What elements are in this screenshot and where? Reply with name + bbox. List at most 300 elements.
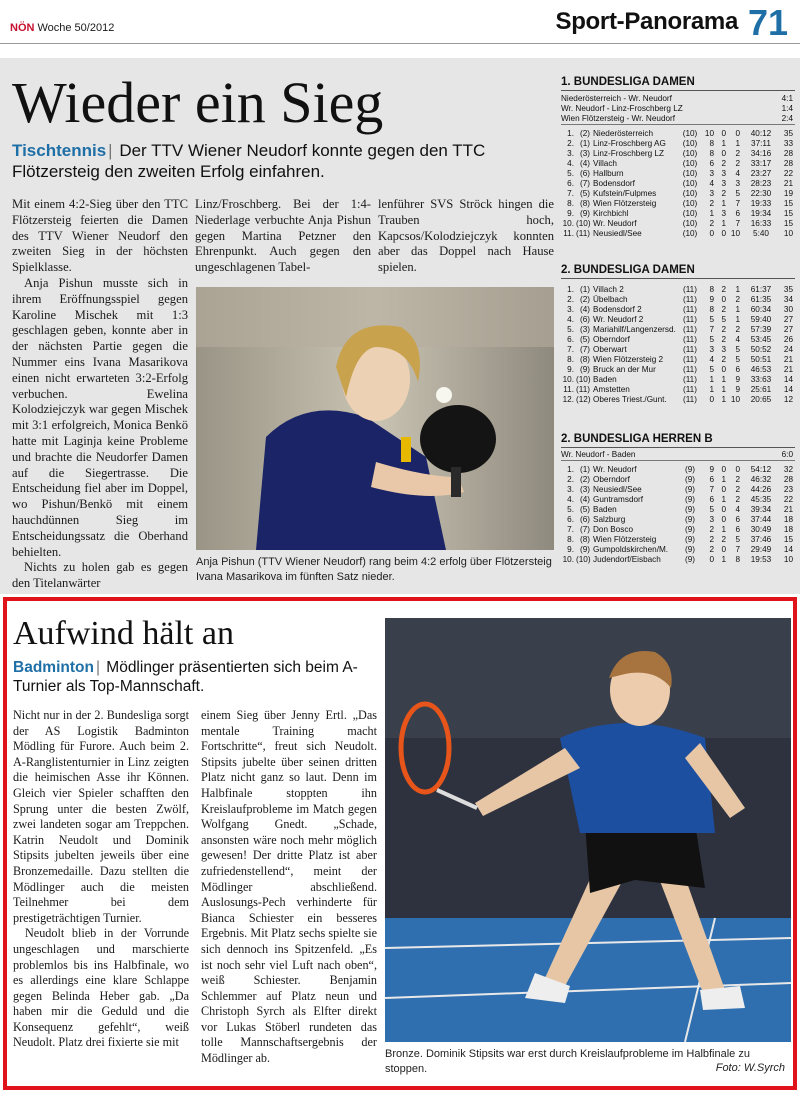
- draws: 0: [721, 365, 726, 374]
- paragraph: Nichts zu holen gab es gegen den Titelanwärter: [12, 560, 188, 591]
- team-name: Wien Flötzersteig: [593, 535, 657, 544]
- points: 26: [783, 335, 793, 344]
- draws: 0: [721, 515, 726, 524]
- wins: 5: [709, 335, 714, 344]
- league-title: 1. BUNDESLIGA DAMEN: [561, 76, 795, 91]
- article-deck: [12, 140, 552, 182]
- team-name: Mariahilf/Langenzersd.: [593, 325, 676, 334]
- previous-rank: (7): [579, 525, 590, 534]
- points: 22: [783, 495, 793, 504]
- rank: 4.: [567, 159, 574, 168]
- standings-row: [561, 229, 795, 239]
- games-played: (9): [684, 465, 695, 474]
- rank: 7.: [567, 189, 574, 198]
- losses: 5: [735, 535, 740, 544]
- photo-credit: Foto: W.Syrch: [715, 1062, 785, 1074]
- losses: 2: [735, 485, 740, 494]
- standings-row: [561, 335, 795, 345]
- games-played: (11): [683, 325, 697, 334]
- team-name: Villach: [593, 159, 617, 168]
- result-row: Niederösterreich - Wr. Neudorf 4:1: [561, 94, 793, 103]
- standings-table: [561, 465, 795, 565]
- sets: 39:34: [750, 505, 772, 514]
- previous-rank: (6): [579, 169, 590, 178]
- sets: 45:35: [750, 495, 772, 504]
- rank: 7.: [567, 345, 574, 354]
- losses: 5: [735, 355, 740, 364]
- team-name: Judendorf/Eisbach: [593, 555, 661, 564]
- rank: 9.: [567, 545, 574, 554]
- team-name: Übelbach: [593, 295, 628, 304]
- wins: 3: [709, 345, 714, 354]
- wins: 4: [709, 355, 714, 364]
- previous-rank: (11): [576, 385, 590, 394]
- wins: 0: [709, 229, 714, 238]
- kicker-separator: |: [108, 141, 113, 160]
- games-played: (9): [684, 535, 695, 544]
- paragraph: Mit einem 4:2-Sieg über den TTC Flötzersteig feierten die Damen des TTV Wiener Neudorf den zweiten Sieg in der höchsten Spielklasse.: [12, 197, 188, 275]
- paragraph: Linz/Froschberg. Bei der 1:4-Niederlage verbuchte Anja Pishun gegen Martina Petzner den Ehrenpunkt. Auch gegen den ungeschlagenen Tabel-: [195, 197, 371, 275]
- losses: 4: [735, 335, 740, 344]
- badminton-player-illustration: [385, 618, 791, 1042]
- draws: 1: [721, 199, 726, 208]
- previous-rank: (6): [579, 515, 590, 524]
- sets: 19:33: [750, 199, 772, 208]
- standings-row: [561, 159, 795, 169]
- losses: 3: [735, 179, 740, 188]
- team-name: Wr. Neudorf: [593, 465, 637, 474]
- previous-rank: (5): [579, 335, 590, 344]
- deck-text: Der TTV Wiener Neudorf konnte gegen den TTC Flötzersteig den zweiten Erfolg einfahren.: [12, 141, 486, 181]
- games-played: (11): [683, 335, 697, 344]
- points: 24: [783, 345, 793, 354]
- points: 23: [783, 485, 793, 494]
- points: 10: [783, 555, 793, 564]
- draws: 2: [721, 355, 726, 364]
- sets: 30:49: [750, 525, 772, 534]
- games-played: (9): [684, 505, 695, 514]
- rank: 10.: [562, 219, 574, 228]
- rank: 1.: [567, 465, 574, 474]
- games-played: (9): [684, 515, 695, 524]
- rank: 4.: [567, 495, 574, 504]
- draws: 2: [721, 535, 726, 544]
- previous-rank: (8): [579, 535, 590, 544]
- losses: 2: [735, 295, 740, 304]
- result-row: Wr. Neudorf - Linz-Froschberg LZ 1:4: [561, 104, 793, 113]
- wins: 5: [709, 315, 714, 324]
- sets: 46:53: [750, 365, 772, 374]
- losses: 4: [735, 169, 740, 178]
- draws: 0: [721, 229, 726, 238]
- losses: 6: [735, 209, 740, 218]
- standings-row: [561, 465, 795, 475]
- losses: 0: [735, 465, 740, 474]
- sets: 54:12: [750, 465, 772, 474]
- rank: 2.: [567, 295, 574, 304]
- points: 35: [783, 285, 793, 294]
- standings-table: [561, 285, 795, 405]
- draws: 0: [721, 129, 726, 138]
- games-played: (9): [684, 495, 695, 504]
- rank: 4.: [567, 315, 574, 324]
- games-played: (11): [683, 365, 697, 374]
- previous-rank: (8): [579, 199, 590, 208]
- wins: 6: [709, 159, 714, 168]
- team-name: Bruck an der Mur: [593, 365, 656, 374]
- standings-row: [561, 535, 795, 545]
- article-column-2: [195, 197, 371, 276]
- masthead-brand: [10, 22, 114, 34]
- games-played: (10): [682, 189, 698, 198]
- games-played: (11): [683, 285, 697, 294]
- losses: 2: [735, 149, 740, 158]
- wins: 9: [709, 465, 714, 474]
- standings-row: [561, 149, 795, 159]
- rank: 9.: [567, 209, 574, 218]
- wins: 8: [709, 305, 714, 314]
- points: 32: [783, 465, 793, 474]
- games-played: (10): [682, 229, 698, 238]
- previous-rank: (9): [579, 365, 590, 374]
- standings-row: [561, 495, 795, 505]
- losses: 9: [735, 375, 740, 384]
- wins: 3: [709, 515, 714, 524]
- team-name: Wr. Neudorf 2: [593, 315, 644, 324]
- previous-rank: (9): [579, 209, 590, 218]
- draws: 1: [721, 525, 726, 534]
- photo-caption: Bronze. Dominik Stipsits war erst durch Kreislaufprobleme im Halbfinale zu stoppen.: [385, 1048, 750, 1075]
- team-name: Wr. Neudorf: [593, 219, 637, 228]
- standings-row: [561, 545, 795, 555]
- standings-table: [561, 129, 795, 239]
- points: 18: [783, 515, 793, 524]
- losses: 1: [735, 139, 740, 148]
- losses: 6: [735, 365, 740, 374]
- previous-rank: (3): [579, 485, 590, 494]
- wins: 8: [709, 139, 714, 148]
- draws: 1: [721, 375, 726, 384]
- article-column-1: [13, 708, 189, 1051]
- article-kicker: Tischtennis: [12, 141, 107, 160]
- wins: 0: [709, 555, 714, 564]
- draws: 3: [721, 169, 726, 178]
- wins: 2: [709, 545, 714, 554]
- sets: 19:53: [750, 555, 772, 564]
- points: 10: [783, 229, 793, 238]
- brand-logo: NÖN: [10, 22, 35, 34]
- team-name: Salzburg: [593, 515, 626, 524]
- points: 27: [783, 325, 793, 334]
- losses: 2: [735, 325, 740, 334]
- draws: 2: [721, 159, 726, 168]
- points: 27: [783, 315, 793, 324]
- games-played: (10): [682, 139, 698, 148]
- team-name: Neusiedl/See: [593, 485, 642, 494]
- draws: 5: [721, 315, 726, 324]
- standings-row: [561, 555, 795, 565]
- previous-rank: (5): [579, 189, 590, 198]
- team-name: Oberndorf: [593, 475, 630, 484]
- paragraph: einem Sieg über Jenny Ertl. „Das mentale Training macht Fortschritte“, freut sich Neudolt. Stipsits jubelte über seinen dritten Platz nicht ganz so laut. Denn im Halbfinale stoppten ihn Kreislaufprobleme im Match gegen Wolfgang Gnedt. „Schade, ansonsten wäre noch mehr möglich gewesen! Der dritte Platz ist aber zufriedenstellend“, meint der Mödlinger abschließend. Auslosungs-Pech verhinderte für Bianca Schiester ein besseres Ergebnis. Mit Platz sechs spielte sie sich dennoch ins Spitzenfeld. „Es ist noch sehr viel Luft nach oben“, weiß Schiester. Benjamin Schlemmer auf Platz neun und Christoph Syrch als Elfter direkt vor Lukas Stöberl rundeten das tolle Mannschaftsergebnis der Mödlinger ab.: [201, 708, 377, 1066]
- draws: 0: [721, 465, 726, 474]
- wins: 2: [709, 219, 714, 228]
- article-column-3: [378, 197, 554, 276]
- standings-row: [561, 485, 795, 495]
- rank: 5.: [567, 325, 574, 334]
- rank: 8.: [567, 355, 574, 364]
- page-header: [0, 0, 800, 44]
- games-played: (10): [682, 129, 698, 138]
- team-name: Niederösterreich: [593, 129, 654, 138]
- previous-rank: (11): [576, 229, 590, 238]
- games-played: (9): [684, 525, 695, 534]
- sets: 33:63: [750, 375, 772, 384]
- rank: 2.: [567, 139, 574, 148]
- games-played: (9): [684, 475, 695, 484]
- article-kicker: Badminton: [13, 659, 94, 676]
- draws: 0: [721, 149, 726, 158]
- result-row: Wr. Neudorf - Baden 6:0: [561, 450, 793, 459]
- standings-row: [561, 475, 795, 485]
- team-name: Bodensdorf: [593, 179, 635, 188]
- losses: 2: [735, 495, 740, 504]
- rank: 8.: [567, 199, 574, 208]
- team-name: Don Bosco: [593, 525, 634, 534]
- wins: 5: [709, 365, 714, 374]
- losses: 7: [735, 545, 740, 554]
- kicker-separator: |: [95, 659, 100, 676]
- previous-rank: (1): [579, 139, 590, 148]
- page-number: 71: [747, 2, 788, 43]
- sets: 28:23: [750, 179, 772, 188]
- losses: 6: [735, 515, 740, 524]
- article-deck: [13, 659, 383, 696]
- wins: 5: [709, 505, 714, 514]
- team-name: Linz-Froschberg LZ: [593, 149, 664, 158]
- games-played: (10): [682, 209, 698, 218]
- wins: 3: [709, 189, 714, 198]
- wins: 2: [709, 199, 714, 208]
- player-photo-illustration: [196, 287, 554, 550]
- previous-rank: (5): [579, 505, 590, 514]
- badminton-photo: [385, 618, 791, 1042]
- standings-row: [561, 179, 795, 189]
- team-name: Kufstein/Fulpmes: [593, 189, 657, 198]
- previous-rank: (12): [576, 395, 591, 404]
- losses: 2: [735, 475, 740, 484]
- losses: 5: [735, 189, 740, 198]
- points: 28: [783, 475, 793, 484]
- standings-row: [561, 365, 795, 375]
- wins: 6: [709, 495, 714, 504]
- previous-rank: (2): [579, 475, 590, 484]
- points: 12: [783, 395, 793, 404]
- wins: 7: [709, 325, 714, 334]
- team-name: Oberes Triest./Gunt.: [593, 395, 667, 404]
- badminton-article: [3, 597, 797, 1090]
- rank: 3.: [567, 305, 574, 314]
- wins: 8: [709, 285, 714, 294]
- draws: 3: [721, 209, 726, 218]
- rank: 3.: [567, 149, 574, 158]
- sets: 50:52: [750, 345, 772, 354]
- sets: 44:26: [750, 485, 772, 494]
- losses: 1: [735, 285, 740, 294]
- team-name: Gumpoldskirchen/M.: [593, 545, 669, 554]
- draws: 1: [721, 219, 726, 228]
- losses: 2: [735, 159, 740, 168]
- points: 14: [783, 545, 793, 554]
- points: 18: [783, 525, 793, 534]
- team-name: Hallburn: [593, 169, 624, 178]
- wins: 4: [709, 179, 714, 188]
- league-tables: [561, 58, 795, 594]
- team-name: Linz-Froschberg AG: [593, 139, 666, 148]
- team-name: Guntramsdorf: [593, 495, 644, 504]
- article-column-2: [201, 708, 377, 1067]
- draws: 0: [721, 545, 726, 554]
- games-played: (9): [684, 555, 695, 564]
- previous-rank: (4): [579, 305, 590, 314]
- sets: 22:30: [750, 189, 772, 198]
- team-name: Oberndorf: [593, 335, 630, 344]
- points: 21: [783, 505, 793, 514]
- games-played: (10): [682, 149, 698, 158]
- section-title: Sport-Panorama: [555, 8, 738, 35]
- points: 15: [783, 219, 793, 228]
- losses: 7: [735, 199, 740, 208]
- games-played: (11): [683, 375, 697, 384]
- rank: 6.: [567, 515, 574, 524]
- sets: 57:39: [750, 325, 772, 334]
- draws: 1: [721, 395, 726, 404]
- points: 28: [783, 159, 793, 168]
- paragraph: Neudolt blieb in der Vorrunde ungeschlagen und marschierte problemlos bis ins Halbfinale, wo es allerdings eine klare Schlappe gegen Belinda Heber gab. „Da haben mir die Geduld und die Konsequenz gefehlt“, weiß Neudolt. Platz drei fixierte sie mit: [13, 926, 189, 1050]
- standings-row: [561, 515, 795, 525]
- points: 28: [783, 149, 793, 158]
- rank: 12.: [562, 395, 574, 404]
- league-title: 2. BUNDESLIGA HERREN B: [561, 433, 795, 448]
- losses: 1: [735, 315, 740, 324]
- standings-row: [561, 189, 795, 199]
- standings-row: [561, 345, 795, 355]
- rank: 3.: [567, 485, 574, 494]
- paragraph: Nicht nur in der 2. Bundesliga sorgt der AS Logistik Badminton Mödling für Furore. Auch beim 2. A-Ranglistenturnier in Linz zeigten die heimischen Asse ihr Können. Gleich vier Spieler schafften den Sprung unter die besten Zwölf, zwei landeten sogar am Treppchen. Katrin Neudolt und Dominik Stipsits jubelten jeweils über eine Bronzemedaille. Dazu stellten die Mödlinger auch die meisten Teilnehmer bei dem prestigeträchtigen Turnier.: [13, 708, 189, 925]
- wins: 2: [709, 535, 714, 544]
- sets: 20:65: [750, 395, 772, 404]
- league-title: 2. BUNDESLIGA DAMEN: [561, 264, 795, 279]
- sets: 61:35: [750, 295, 772, 304]
- losses: 9: [735, 385, 740, 394]
- draws: 0: [721, 295, 726, 304]
- wins: 7: [709, 485, 714, 494]
- losses: 0: [735, 129, 740, 138]
- result-row: Wien Flötzersteig - Wr. Neudorf 2:4: [561, 114, 793, 123]
- sets: 50:51: [750, 355, 772, 364]
- rank: 8.: [567, 535, 574, 544]
- standings-row: [561, 219, 795, 229]
- team-name: Amstetten: [593, 385, 630, 394]
- previous-rank: (2): [579, 295, 590, 304]
- rank: 5.: [567, 505, 574, 514]
- previous-rank: (10): [576, 375, 591, 384]
- deck-text: Mödlinger präsentierten sich beim A-Turnier als Top-Mannschaft.: [13, 659, 358, 695]
- previous-rank: (9): [579, 545, 590, 554]
- rank: 9.: [567, 365, 574, 374]
- article-headline: Wieder ein Sieg: [12, 70, 384, 135]
- draws: 1: [721, 475, 726, 484]
- sets: 37:46: [750, 535, 772, 544]
- previous-rank: (10): [576, 555, 591, 564]
- team-name: Bodensdorf 2: [593, 305, 642, 314]
- games-played: (9): [684, 545, 695, 554]
- draws: 0: [721, 485, 726, 494]
- losses: 5: [735, 345, 740, 354]
- wins: 6: [709, 475, 714, 484]
- standings-row: [561, 199, 795, 209]
- photo-caption: Anja Pishun (TTV Wiener Neudorf) rang beim 4:2 erfolg über Flötzersteig Ivana Masarikova im fünften Satz nieder.: [196, 556, 552, 583]
- games-played: (11): [683, 315, 697, 324]
- draws: 2: [721, 189, 726, 198]
- previous-rank: (4): [579, 159, 590, 168]
- issue-week: Woche 50/2012: [37, 22, 115, 34]
- standings-row: [561, 129, 795, 139]
- previous-rank: (3): [579, 325, 590, 334]
- rank: 11.: [563, 385, 574, 394]
- table-tennis-photo: [196, 287, 554, 550]
- standings-row: [561, 395, 795, 405]
- rank: 5.: [567, 169, 574, 178]
- rank: 10.: [562, 555, 574, 564]
- points: 14: [783, 385, 793, 394]
- wins: 9: [709, 295, 714, 304]
- draws: 2: [721, 335, 726, 344]
- sets: 46:32: [750, 475, 772, 484]
- sets: 60:34: [750, 305, 772, 314]
- points: 30: [783, 305, 793, 314]
- sets: 16:33: [750, 219, 772, 228]
- losses: 10: [730, 395, 740, 404]
- article-headline: Aufwind hält an: [13, 615, 234, 652]
- rank: 10.: [562, 375, 574, 384]
- losses: 10: [730, 229, 740, 238]
- games-played: (10): [682, 159, 698, 168]
- standings-row: [561, 209, 795, 219]
- previous-rank: (3): [579, 149, 590, 158]
- standings-row: [561, 505, 795, 515]
- team-name: Neusiedl/See: [593, 229, 642, 238]
- standings-row: [561, 285, 795, 295]
- losses: 4: [735, 505, 740, 514]
- paragraph: lenführer SVS Ströck hingen die Trauben hoch, Kapcsos/Kolodziejczyk konnten aber das Doppel nach Hause spielen.: [378, 197, 554, 275]
- standings-row: [561, 315, 795, 325]
- team-name: Baden: [593, 505, 617, 514]
- losses: 7: [735, 219, 740, 228]
- standings-row: [561, 385, 795, 395]
- wins: 1: [709, 375, 714, 384]
- sets: 5:40: [753, 229, 769, 238]
- sets: 37:11: [751, 139, 771, 148]
- games-played: (11): [683, 395, 697, 404]
- team-name: Kirchbichl: [593, 209, 629, 218]
- previous-rank: (1): [579, 285, 590, 294]
- draws: 1: [721, 139, 726, 148]
- losses: 6: [735, 525, 740, 534]
- standings-row: [561, 139, 795, 149]
- games-played: (9): [684, 485, 695, 494]
- sets: 23:27: [750, 169, 772, 178]
